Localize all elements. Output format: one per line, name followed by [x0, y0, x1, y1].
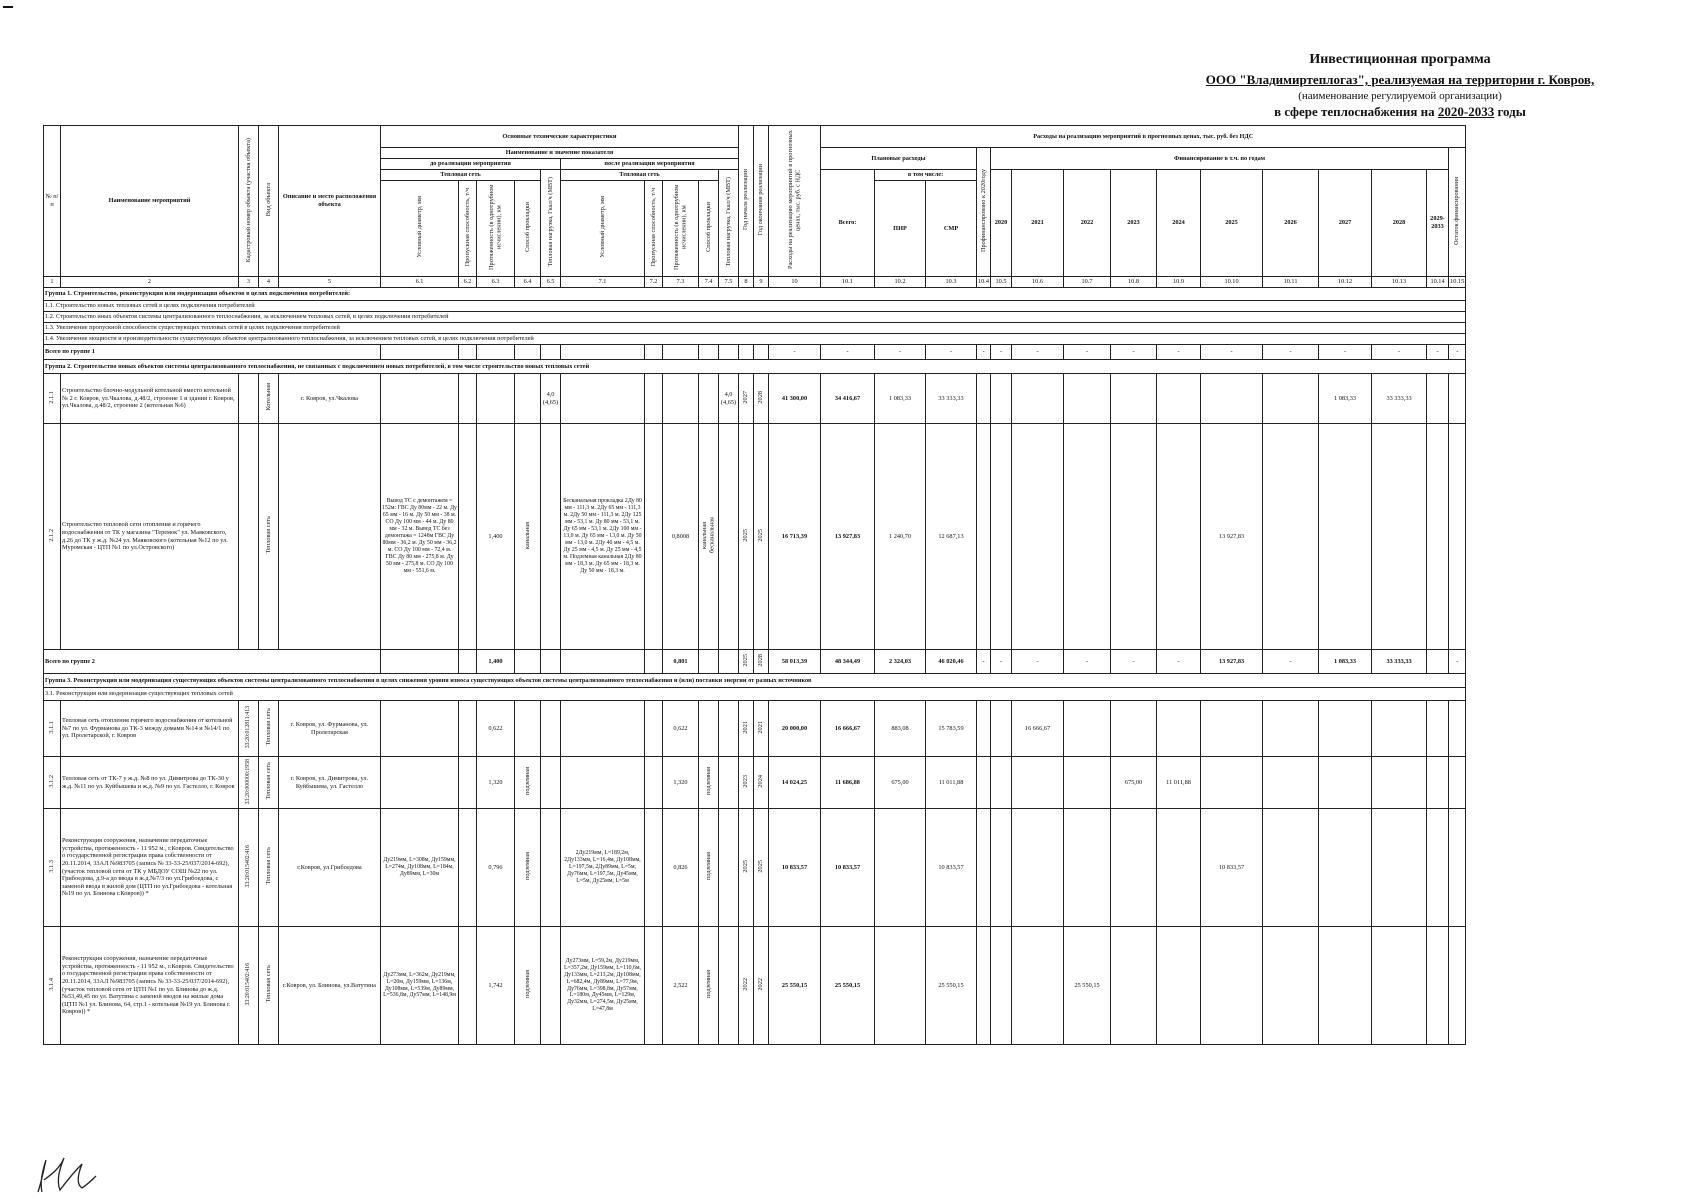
sphere-line: в сфере теплоснабжения на 2020-2033 годы — [1274, 104, 1526, 119]
document-header — [1000, 52, 1695, 120]
col-2026: 2026 — [1263, 170, 1319, 277]
group-2-title: Группа 2. Строительство новых объектов системы централизованного теплоснабжения, не связанных с подключением новых потребителей, в том числе строительство новых тепловых сетей — [44, 360, 1466, 374]
group-1-4: 1.4. Увеличение мощности и производительности существующих объектов централизованного теплоснабжения, за исключением тепловых сетей, в целях подключения потребителей — [44, 334, 1466, 345]
col-2025: 2025 — [1201, 170, 1263, 277]
col-main-tech: Основные технические характеристики — [381, 126, 739, 148]
col-total: Всего: — [821, 170, 875, 277]
col-2024: 2024 — [1157, 170, 1201, 277]
group-1-title: Группа 1. Строительство, реконструкция или модернизация объектов в целях подключения потребителей: — [44, 288, 1466, 301]
table-row: 2.1.1 Строительство блочно-модульной котельной вместо котельной № 2 г. Ковров, ул.Чкалова, д.48/2, строение 1 и здания г. Ковров, ул.Чкалова, д.48/2, строение 2 (котельная №6) Котельная г. Ковров, ул.Чкалова 4,0 (4,65) 4,0 (4,65) 2027 2028 41 300,00 34 416,67 1 083,33 33 333,33 1 083,33 33 333,33 — [44, 374, 1466, 424]
col-incl: в том числе: — [875, 170, 977, 181]
col-prefinanced: Профинансировано к 2020году — [979, 169, 987, 253]
col-year-start: Год начала реализации — [742, 169, 750, 231]
col-2021: 2021 — [1012, 170, 1064, 277]
col-heat-load-before: Тепловая нагрузка, Гкал/ч (МВТ) — [546, 177, 554, 267]
col-cadastral: Кадастровый номер объекта (участка объекта) — [244, 137, 252, 262]
col-heat-net-before: Тепловая сеть — [381, 170, 541, 181]
col-name-value: Наименование и значение показателя — [381, 148, 739, 159]
col-2022: 2022 — [1064, 170, 1111, 277]
col-2027: 2027 — [1319, 170, 1372, 277]
table-row: 3.1.4 Реконструкция сооружения, назначение передаточные устройства, протяженность - 11 952 м., г.Ковров. Свидетельство о государственной регистрации права собственности от 20.11.2014, 33АЛ №983705 (запись № 33-33-25/037/2014-692), (участок тепловой сети от ЦТП №1 по ул. Блинова до ж.д.№53,49,45 по ул. Ватутина с заменой вводов на жилые дома (ЦТП №1 ул. Блинова, 64, стр.1 - котельная №19 ул. Блинова г. Ковров)) * 33:20:015402:416 Тепловая сеть г.Ковров, ул. Блинова, ул.Ватутина Ду273мм, L=362м, Ду219мм, L=20м, Ду159мм, L=136м, Ду108мм, L=539м, Ду89мм, L=536,8м, Ду57мм, L=148,9м 1,742 подземная Ду273мм, L=59,2м, Ду219мм, L=357,2м, Ду159мм, L=110,6м, Ду133мм, L=213,2м, Ду108мм, L=682,4м, Ду89мм, L=77,9м, Ду76мм, L=398,8м, Ду57мм, L=180м, Ду45мм, L=129м, Ду32мм, L=274,5м, Ду25мм, L=47,8м 2,522 подземная 2022 2022 25 550,15 25 550,15 25 550,15 25 550,15 — [44, 927, 1466, 1045]
table-row: 3.1.2 Тепловая сеть от ТК-7 у ж.д. №8 по ул. Димитрова до ТК-30 у ж.д. №11 по ул. Куйбышева и ж.д. №9 по ул. Гастелло, г. Ковров 33:20:000000:1958 Тепловая сеть г. Ковров, ул. Димитрова, ул. Куйбышева, ул. Гастелло 1,320 подземная 1,320 подземная 2023 2024 14 024,25 11 686,88 675,00 11 011,88 675,00 11 011,88 — [44, 757, 1466, 809]
col-num: № п/п — [44, 126, 61, 277]
col-2029: 2029-2033 — [1427, 170, 1449, 277]
col-heat-net-after: Тепловая сеть — [561, 170, 719, 181]
col-after: после реализации мероприятия — [561, 159, 739, 170]
col-2028: 2028 — [1372, 170, 1427, 277]
signature-image — [30, 1150, 100, 1195]
group-3-title: Группа 3. Реконструкция или модернизация существующих объектов системы централизованного теплоснабжения в целях снижения уровня износа существующих объектов системы централизованного теплоснабжения и (или) поставки энергии от разных источников — [44, 674, 1466, 688]
table-row: 3.1.1 Тепловая сеть отопления горячего водоснабжения от котельной №7 по ул. Фурманова до ТК-3 между домами №14 и №14/1 по ул. Пролетарской, г. Ковров 33:20:012811:413 Тепловая сеть г. Ковров, ул. Фурманова, ул. Пролетарская 0,622 0,622 2021 2021 20 000,00 16 666,67 883,08 15 783,59 16 666,67 — [44, 701, 1466, 757]
col-2020: 2020 — [991, 170, 1012, 277]
col-type: Вид объекта — [264, 183, 272, 217]
investment-table: № п/п Наименование мероприятий Кадастровый номер объекта (участка объекта) Вид объекта Описание и место расположения объекта Основные технические характеристики Год начала реализации Год окончания реализации Расходы на реализацию мероприятий в прогнозных ценах, тыс. руб. с НДС Расходы на реализацию мероприятий в прогнозных ценах, тыс. руб. без НДС Наименование и значение показателя Плановые расходы Профинансировано к 2020году Финансирование в т.ч. по годам Остаток финансирования до реализации мероприятия после реализации мероприятия Тепловая сеть Тепловая нагрузка, Гкал/ч (МВТ) Тепловая сеть Тепловая нагрузка, Гкал/ч (МВТ) Всего: в том числе: 2020 2021 2022 2023 2024 2025 2026 2027 2028 2029-2033 Условный диаметр, мм Пропускная способность, т/ч Протяженность (в однотрубном исчислении), км Способ прокладки Условный диаметр, мм Пропускная способность, т/ч Протяженность (в однотрубном исчислении), км Способ прокладки ПИР СМР 1 2 3 4 5 6.1 6.2 6.3 6.4 6.5 7.1 7.2 7.3 7.4 7.5 8 9 10 10.1 10.2 10.3 10.4 10.5 10.6 10.7 10.8 10.9 10.10 10.11 10.12 10.13 10.14 10.15 Группа 1. Строительство, реконструкция или модернизация объектов в целях подключения потребителей: 1.1. Строительство новых тепловых сетей в целях подключения потребителей 1.2. Строительство иных объектов системы централизованного теплоснабжения, за исключением тепловых сетей, в целях подключения потребителей 1.3. Увеличение пропускной способности существующих тепловых сетей в целях подключения потребителей 1.4. Увеличение мощности и производительности существующих объектов централизованного теплоснабжения, за исключением тепловых сетей, в целях подключения потребителей Всего по группе 1 - - - - - - - - - - - - - - - - Группа 2. Строительство новых объектов системы централизованного теплоснабжения, не связанных с подключением новых потребителей, в том числе строительство новых тепловых сетей 2.1.1 Строительство блочно-модульной котельной вместо котельной № 2 г. Ковров, ул.Чкалова, д.48/2, строение 1 и здания г. Ковров, ул.Чкалова, д.48/2, строение 2 (котельная №6) Котельная г. Ковров, ул.Чкалова 4,0 (4,65) 4,0 (4,65) 2027 2028 41 300,00 34 416,67 1 083,33 33 333,33 1 083,33 33 333,33 2.1.2 Строительство тепловой сети отопления и горячего водоснабжения от ТК у магазина "Теремок" ул. Маяковского, д.26 до ТК у ж.д. №24 ул. Маяковского (котельная №12 по ул. Муромская - ЦТП №1 по ул.Островского) Тепловая сеть Вывод ТС с демонтажем = 152м: ГВС Ду 80мм - 22 м. Ду 65 мм - 16 м. Ду 50 мм - 38 м. СО Ду 100 мм - 44 м. Ду 80 мм - 32 м. Вывод ТС без демонтажа = 1248м ГВС Ду 80мм - 36,2 м. Ду 50 мм - 36,2 м. СО Ду 100 мм - 72,4 м. ГВС Ду 80 мм - 275,8 м. Ду 50 мм - 275,8 м. СО Ду 100 мм - 551,6 м. 1,400 канальная Бесканальная прокладка 2Ду 80 мм - 111,3 м. 2Ду 65 мм - 111,3 м. 2Ду 50 мм - 111,3 м. 2Ду 125 мм - 53,1 м. Ду 80 мм - 53,1 м. Ду 65 мм - 53,1 м. 2Ду 100 мм - 13,0 м. Ду 65 мм - 13,0 м. Ду 50 мм - 13,0 м. 2Ду 40 мм - 4,5 м. Ду 25 мм - 4,5 м. Ду 25 мм - 4,5 м. Подземная канальная 2Ду 80 мм - 18,3 м. Ду 65 мм - 18,3 м. Ду 50 мм - 18,3 м. 0,8008 канальная бесканальная 2025 2025 16 713,39 13 927,83 1 240,70 12 687,13 13 927,83 Всего по группе 2 1,400 0,801 2025 2028 58 013,39 48 344,49 2 324,03 46 020,46 - - - - - - 13 927,83 - 1 083,33 33 333,33 - Группа 3. Реконструкция или модернизация существующих объектов системы централизованного теплоснабжения в целях снижения уровня износа существующих объектов системы централизованного теплоснабжения и (или) поставки энергии от разных источников 3.1. Реконструкция или модернизация существующих тепловых сетей 3.1.1 Тепловая сеть отопления горячего водоснабжения от котельной №7 по ул. Фурманова до ТК-3 между домами №14 и №14/1 по ул. Пролетарской, г. Ковров 33:20:012811:413 Тепловая сеть г. Ковров, ул. Фурманова, ул. Пролетарская 0,622 0,622 2021 2021 20 000,00 16 666,67 883,08 15 783,59 16 666,67 3.1.2 Тепловая сеть от ТК-7 у ж.д. №8 по ул. Димитрова до ТК-30 у ж.д. №11 по ул. Куйбышева и ж.д. №9 по ул. Гастелло, г. Ковров 33:20:000000:1958 Тепловая сеть г. Ковров, ул. Димитрова, ул. Куйбышева, ул. Гастелло 1,320 подземная 1,320 подземная 2023 2024 14 024,25 11 686,88 675,00 11 011,88 675,00 11 011,88 3.1.3 Реконструкция сооружения, назначение передаточные устройства, протяженность - 11 952 м., г.Ковров. Свидетельство о государственной регистрации права собственности от 20.11.2014, 33АЛ №983705 (запись № 33-33-25/037/2014-692), (участок тепловой сети от ТК у МБДОУ СОШ №22 по ул. Грибоедова, д.9-а до ввода в ж.д.№7/3 по ул.Грибоедова, с заменой ввода в жилой дом (ЦТП по ул.Грибоедова - котельная №19 по ул. Блинова г.Ковров)) * 33:20:015402:416 Тепловая сеть г.Ковров, ул.Грибоедова Ду219мм, L=308м, Ду159мм, L=274м, Ду108мм, L=184м, Ду89мм, L=30м 0,796 подземная 2Ду219мм, L=189,2м, 2Ду133мм, L=16,4м, Ду108мм, L=197,5м, 2Ду89мм, L=5м, Ду76мм, L=197,5м, Ду45мм, L=5м, Ду25мм, L=5м 0,826 подземная 2025 2025 10 833,57 10 833,57 10 833,57 10 833,57 3.1.4 Реконструкция сооружения, назначение передаточные устройства, протяженность - 11 952 м., г.Ковров. Свидетельство о государственной регистрации права собственности от 20.11.2014, 33АЛ №983705 (запись № 33-33-25/037/2014-692), (участок тепловой сети от ЦТП №1 по ул. Блинова до ж.д.№53,49,45 по ул. Ватутина с заменой вводов на жилые дома (ЦТП №1 ул. Блинова, 64, стр.1 - котельная №19 ул. Блинова г. Ковров)) * 33:20:015402:416 Тепловая сеть г.Ковров, ул. Блинова, ул.Ватутина Ду273мм, L=362м, Ду219мм, L=20м, Ду159мм, L=136м, Ду108мм, L=539м, Ду89мм, L=536,8м, Ду57мм, L=148,9м 1,742 подземная Ду273мм, L=59,2м, Ду219мм, L=357,2м, Ду159мм, L=110,6м, Ду133мм, L=213,2м, Ду108мм, L=682,4м, Ду89мм, L=77,9м, Ду76мм, L=398,8м, Ду57мм, L=180м, Ду45мм, L=129м, Ду32мм, L=274,5м, Ду25мм, L=47,8м 2,522 подземная 2022 2022 25 550,15 25 550,15 25 550,15 25 550,15 — [43, 125, 1466, 1045]
corner-mark — [3, 6, 13, 8]
col-remaining: Остаток финансирования — [1453, 176, 1461, 245]
group-3-1: 3.1. Реконструкция или модернизация существующих тепловых сетей — [44, 688, 1466, 701]
col-financing: Финансирование в т.ч. по годам — [991, 148, 1449, 170]
group-2-total-row: Всего по группе 2 1,400 0,801 2025 2028 58 013,39 48 344,49 2 324,03 46 020,46 - - - - - - 13 927,83 - 1 083,33 33 333,33 - — [44, 650, 1466, 674]
group-1-3: 1.3. Увеличение пропускной способности существующих тепловых сетей в целях подключения потребителей — [44, 323, 1466, 334]
group-1-1: 1.1. Строительство новых тепловых сетей в целях подключения потребителей — [44, 301, 1466, 312]
col-planned: Плановые расходы — [821, 148, 977, 170]
col-before: до реализации мероприятия — [381, 159, 561, 170]
table-row: 3.1.3 Реконструкция сооружения, назначение передаточные устройства, протяженность - 11 952 м., г.Ковров. Свидетельство о государственной регистрации права собственности от 20.11.2014, 33АЛ №983705 (запись № 33-33-25/037/2014-692), (участок тепловой сети от ТК у МБДОУ СОШ №22 по ул. Грибоедова, д.9-а до ввода в ж.д.№7/3 по ул.Грибоедова, с заменой ввода в жилой дом (ЦТП по ул.Грибоедова - котельная №19 по ул. Блинова г.Ковров)) * 33:20:015402:416 Тепловая сеть г.Ковров, ул.Грибоедова Ду219мм, L=308м, Ду159мм, L=274м, Ду108мм, L=184м, Ду89мм, L=30м 0,796 подземная 2Ду219мм, L=189,2м, 2Ду133мм, L=16,4м, Ду108мм, L=197,5м, 2Ду89мм, L=5м, Ду76мм, L=197,5м, Ду45мм, L=5м, Ду25мм, L=5м 0,826 подземная 2025 2025 10 833,57 10 833,57 10 833,57 10 833,57 — [44, 809, 1466, 927]
company-name: ООО "Владимиртеплогаз", реализуемая на территории г. Ковров, — [1205, 72, 1595, 87]
group-1-total-row: Всего по группе 1 - - - - - - - - - - - - - - - - — [44, 345, 1466, 360]
program-title: Инвестиционная программа — [1309, 52, 1491, 67]
company-caption: (наименование регулируемой организации) — [1298, 90, 1502, 102]
col-heat-load-after: Тепловая нагрузка, Гкал/ч (МВТ) — [724, 177, 732, 267]
col-expenses: Расходы на реализацию мероприятий в прогнозных ценах, тыс. руб. без НДС — [821, 126, 1466, 148]
group-1-2: 1.2. Строительство иных объектов системы централизованного теплоснабжения, за исключением тепловых сетей, в целях подключения потребителей — [44, 312, 1466, 323]
col-name: Наименование мероприятий — [61, 126, 239, 277]
column-numbers-row: 1 2 3 4 5 6.1 6.2 6.3 6.4 6.5 7.1 7.2 7.3 7.4 7.5 8 9 10 10.1 10.2 10.3 10.4 10.5 10.6 10.7 10.8 10.9 10.10 10.11 10.12 10.13 10.14 10.15 — [44, 277, 1466, 288]
table-row: 2.1.2 Строительство тепловой сети отопления и горячего водоснабжения от ТК у магазина "Теремок" ул. Маяковского, д.26 до ТК у ж.д. №24 ул. Маяковского (котельная №12 по ул. Муромская - ЦТП №1 по ул.Островского) Тепловая сеть Вывод ТС с демонтажем = 152м: ГВС Ду 80мм - 22 м. Ду 65 мм - 16 м. Ду 50 мм - 38 м. СО Ду 100 мм - 44 м. Ду 80 мм - 32 м. Вывод ТС без демонтажа = 1248м ГВС Ду 80мм - 36,2 м. Ду 50 мм - 36,2 м. СО Ду 100 мм - 72,4 м. ГВС Ду 80 мм - 275,8 м. Ду 50 мм - 275,8 м. СО Ду 100 мм - 551,6 м. 1,400 канальная Бесканальная прокладка 2Ду 80 мм - 111,3 м. 2Ду 65 мм - 111,3 м. 2Ду 50 мм - 111,3 м. 2Ду 125 мм - 53,1 м. Ду 80 мм - 53,1 м. Ду 65 мм - 53,1 м. 2Ду 100 мм - 13,0 м. Ду 65 мм - 13,0 м. Ду 50 мм - 13,0 м. 2Ду 40 мм - 4,5 м. Ду 25 мм - 4,5 м. Ду 25 мм - 4,5 м. Подземная канальная 2Ду 80 мм - 18,3 м. Ду 65 мм - 18,3 м. Ду 50 мм - 18,3 м. 0,8008 канальная бесканальная 2025 2025 16 713,39 13 927,83 1 240,70 12 687,13 13 927,83 — [44, 424, 1466, 650]
col-desc: Описание и место расположения объекта — [279, 126, 381, 277]
col-2023: 2023 — [1111, 170, 1157, 277]
col-cost: Расходы на реализацию мероприятий в прогнозных ценах, тыс. руб. с НДС — [786, 130, 802, 270]
col-year-end: Год окончания реализации — [757, 164, 765, 236]
